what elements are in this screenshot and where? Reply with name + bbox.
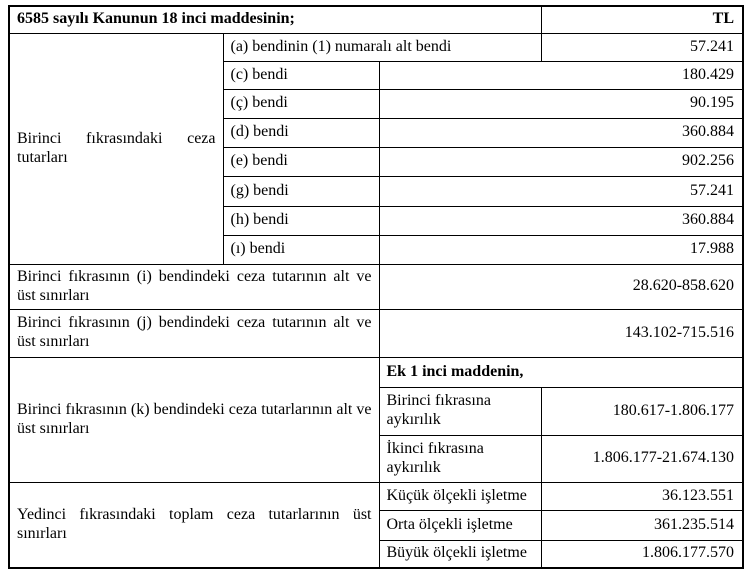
- row-i-value: 28.620-858.620: [379, 264, 743, 309]
- section-yedinci-label: Yedinci fıkrasındaki toplam ceza tutarlarının üst sınırları: [9, 482, 379, 568]
- row-value: 17.988: [379, 235, 743, 264]
- row-label: Birinci fıkrasına aykırılık: [379, 387, 541, 435]
- row-value: 36.123.551: [541, 482, 743, 510]
- table-row: [9, 6, 743, 33]
- row-value: 360.884: [379, 118, 743, 147]
- row-j-label: Birinci fıkrasının (j) bendindeki ceza tutarının alt ve üst sınırları: [9, 309, 379, 357]
- row-label: (e) bendi: [223, 147, 379, 176]
- table-title: 6585 sayılı Kanunun 18 inci maddesinin;: [9, 6, 541, 33]
- table-row: [9, 264, 743, 309]
- table-row: [9, 33, 743, 61]
- table-row: [9, 482, 743, 510]
- row-i-label: Birinci fıkrasının (i) bendindeki ceza tutarının alt ve üst sınırları: [9, 264, 379, 309]
- row-label: İkinci fıkrasına aykırılık: [379, 435, 541, 482]
- section-k-label: Birinci fıkrasının (k) bendindeki ceza tutarlarının alt ve üst sınırları: [9, 357, 379, 482]
- row-label: (c) bendi: [223, 61, 379, 89]
- row-label: (ç) bendi: [223, 89, 379, 118]
- row-label: Küçük ölçekli işletme: [379, 482, 541, 510]
- row-value: 180.617-1.806.177: [541, 387, 743, 435]
- row-value: 1.806.177.570: [541, 540, 743, 568]
- row-value: 361.235.514: [541, 510, 743, 540]
- row-label: Büyük ölçekli işletme: [379, 540, 541, 568]
- section-k-subheader: Ek 1 inci maddenin,: [379, 357, 743, 387]
- row-label: Orta ölçekli işletme: [379, 510, 541, 540]
- row-label: (a) bendinin (1) numaralı alt bendi: [223, 33, 541, 61]
- section-first-fikra-label: Birinci fıkrasındaki ceza tutarları: [9, 33, 223, 264]
- table-row: [9, 357, 743, 387]
- penalties-table: [8, 5, 744, 569]
- table-row: [9, 309, 743, 357]
- row-value: 57.241: [541, 33, 743, 61]
- row-value: 90.195: [379, 89, 743, 118]
- row-label: (h) bendi: [223, 206, 379, 235]
- row-label: (ı) bendi: [223, 235, 379, 264]
- row-j-value: 143.102-715.516: [379, 309, 743, 357]
- row-value: 1.806.177-21.674.130: [541, 435, 743, 482]
- currency-header: TL: [541, 6, 743, 33]
- row-value: 902.256: [379, 147, 743, 176]
- row-value: 360.884: [379, 206, 743, 235]
- row-label: (d) bendi: [223, 118, 379, 147]
- row-label: (g) bendi: [223, 176, 379, 206]
- row-value: 180.429: [379, 61, 743, 89]
- row-value: 57.241: [379, 176, 743, 206]
